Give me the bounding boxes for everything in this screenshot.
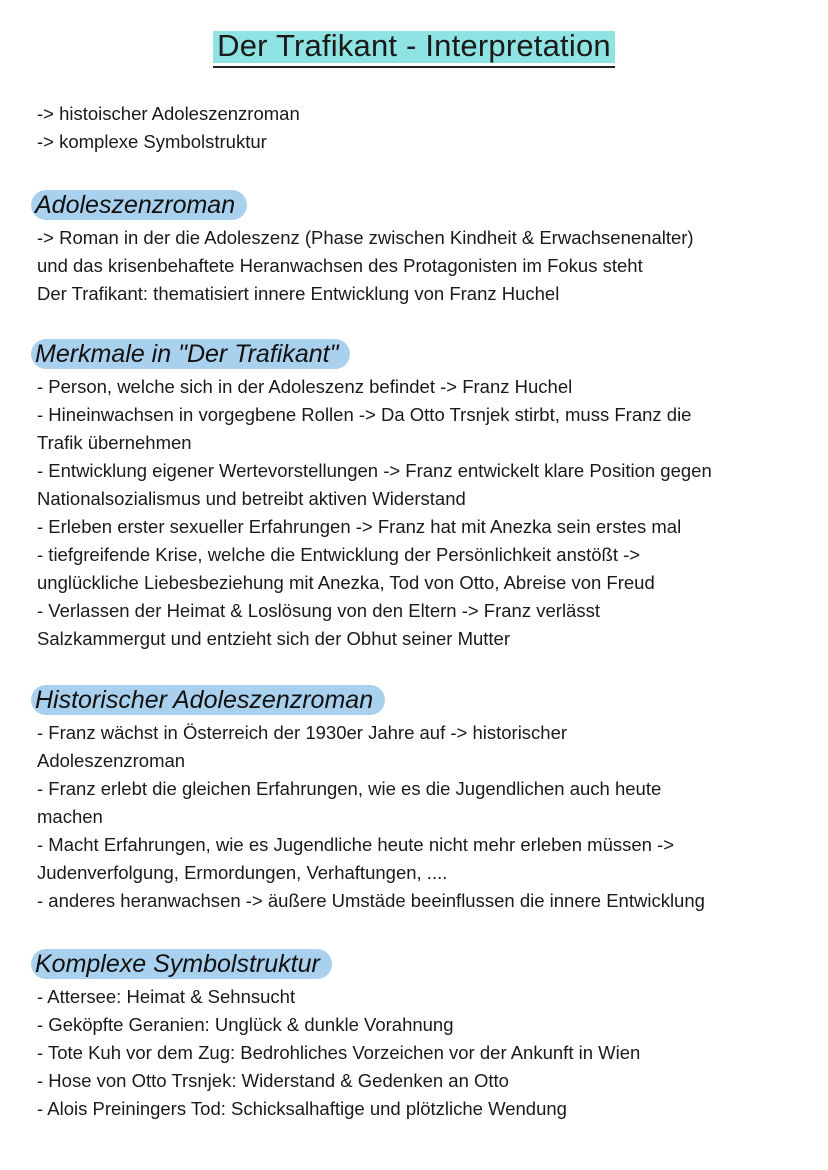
- section-line: unglückliche Liebesbeziehung mit Anezka, Tod von Otto, Abreise von Freud: [37, 572, 655, 593]
- section-line: - anderes heranwachsen -> äußere Umstäde beeinflussen die innere Entwicklung: [37, 890, 705, 911]
- section-line: - Alois Preiningers Tod: Schicksalhaftige und plötzliche Wendung: [37, 1098, 567, 1119]
- page-title: Der Trafikant - Interpretation: [213, 26, 615, 68]
- section-line: - Macht Erfahrungen, wie es Jugendliche heute nicht mehr erleben müssen ->: [37, 834, 675, 855]
- section-line: Judenverfolgung, Ermordungen, Verhaftungen, ....: [37, 862, 448, 883]
- section-line: und das krisenbehaftete Heranwachsen des Protagonisten im Fokus steht: [37, 255, 643, 276]
- section-symbolstruktur: [37, 949, 807, 1123]
- section-line: -> Roman in der die Adoleszenz (Phase zwischen Kindheit & Erwachsenenalter): [37, 227, 694, 248]
- section-line: - Geköpfte Geranien: Unglück & dunkle Vorahnung: [37, 1014, 454, 1035]
- section-line: - Hineinwachsen in vorgegbene Rollen -> Da Otto Trsnjek stirbt, muss Franz die: [37, 404, 692, 425]
- section-line: Adoleszenzroman: [37, 750, 186, 771]
- intro-line: -> komplexe Symbolstruktur: [37, 131, 267, 152]
- section-line: - Franz erlebt die gleichen Erfahrungen, wie es die Jugendlichen auch heute: [37, 778, 662, 799]
- section-line: Nationalsozialismus und betreibt aktiven Widerstand: [37, 488, 466, 509]
- section-line: machen: [37, 806, 103, 827]
- section-heading: Adoleszenzroman: [31, 190, 247, 220]
- title-wrap: [0, 26, 828, 68]
- section-historischer: [37, 685, 807, 915]
- section-line: - tiefgreifende Krise, welche die Entwicklung der Persönlichkeit anstößt ->: [37, 544, 641, 565]
- section-line: - Hose von Otto Trsnjek: Widerstand & Gedenken an Otto: [37, 1070, 509, 1091]
- section-heading: Komplexe Symbolstruktur: [31, 949, 332, 979]
- section-heading: Merkmale in "Der Trafikant": [31, 339, 350, 369]
- section-line: - Franz wächst in Österreich der 1930er Jahre auf -> historischer: [37, 722, 568, 743]
- section-line: Trafik übernehmen: [37, 432, 192, 453]
- intro-line: -> histoischer Adoleszenzroman: [37, 103, 300, 124]
- section-line: Der Trafikant: thematisiert innere Entwicklung von Franz Huchel: [37, 283, 560, 304]
- section-line: - Entwicklung eigener Wertevorstellungen -> Franz entwickelt klare Position gegen: [37, 460, 712, 481]
- section-line: Salzkammergut und entzieht sich der Obhut seiner Mutter: [37, 628, 511, 649]
- section-adoleszenzroman: [37, 190, 807, 308]
- section-line: - Verlassen der Heimat & Loslösung von den Eltern -> Franz verlässt: [37, 600, 600, 621]
- section-heading: Historischer Adoleszenzroman: [31, 685, 385, 715]
- intro-block: [37, 100, 807, 156]
- section-line: - Erleben erster sexueller Erfahrungen -> Franz hat mit Anezka sein erstes mal: [37, 516, 682, 537]
- section-line: - Person, welche sich in der Adoleszenz befindet -> Franz Huchel: [37, 376, 573, 397]
- section-line: - Attersee: Heimat & Sehnsucht: [37, 986, 296, 1007]
- section-line: - Tote Kuh vor dem Zug: Bedrohliches Vorzeichen vor der Ankunft in Wien: [37, 1042, 641, 1063]
- section-merkmale: [37, 339, 807, 653]
